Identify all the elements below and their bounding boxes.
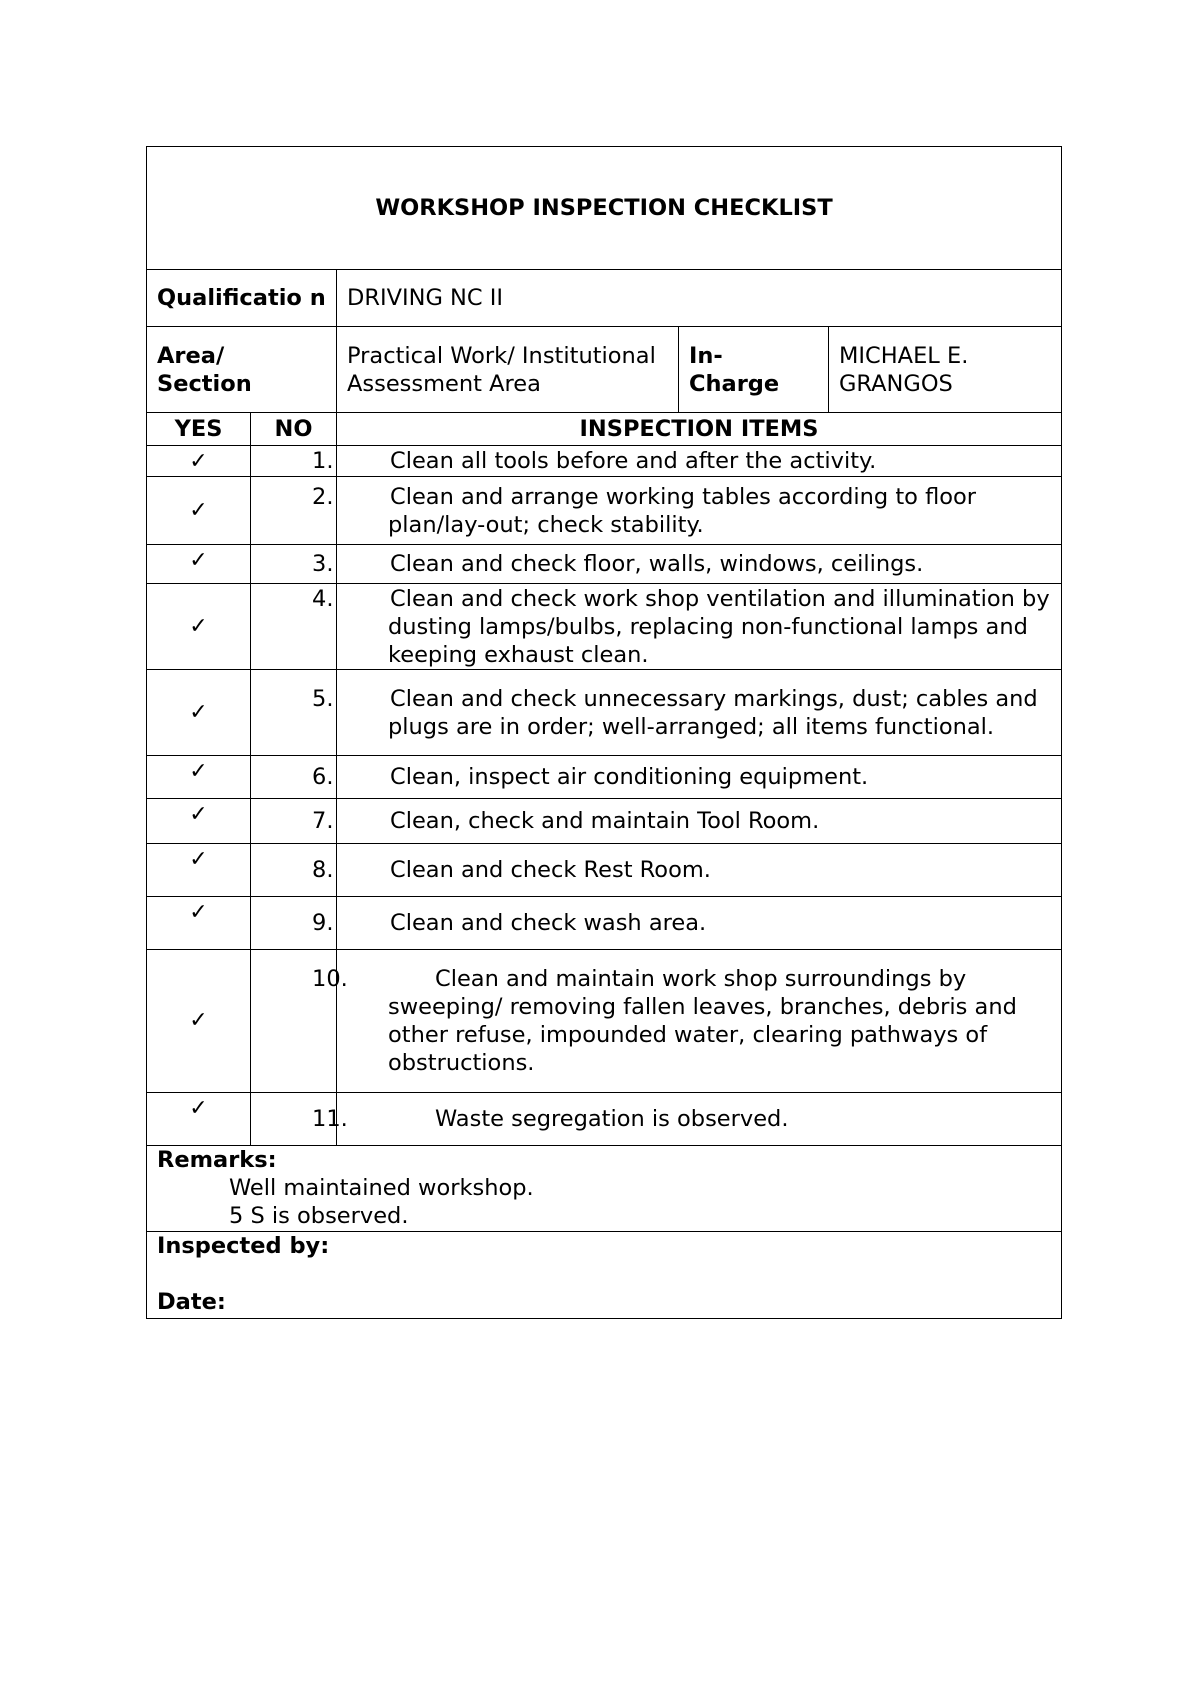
inspection-checklist-table [146,146,1062,1319]
item-text: Clean, check and maintain Tool Room. [390,808,820,834]
remarks-line: Well maintained workshop. [229,1175,534,1201]
item-number: 6. [312,764,334,790]
qualification-value: DRIVING NC II [337,270,1062,327]
yes-check-mark: ✓ [147,477,251,545]
item-number: 1. [312,448,334,474]
in-charge-value: MICHAEL E. GRANGOS [829,327,1062,413]
item-number: 8. [312,857,334,883]
item-number: 11. [312,1106,348,1132]
date-label: Date: [157,1289,226,1315]
in-charge-label: In- Charge [679,327,829,413]
item-number: 3. [312,551,334,577]
yes-check-mark: ✓ [147,756,251,799]
item-text: Waste segregation is observed. [435,1106,789,1132]
item-text: Clean and check unnecessary markings, dust; cables and plugs are in order; well-arranged; all items functional. [388,685,1038,740]
remarks-line: 5 S is observed. [229,1203,409,1229]
area-value: Practical Work/ Institutional Assessment Area [337,327,679,413]
qualification-label: Qualificatio n [147,270,337,327]
item-text: Clean and check Rest Room. [390,857,711,883]
remarks-label: Remarks: [157,1147,277,1173]
table-row [147,897,1062,950]
item-text: Clean and check wash area. [390,910,707,936]
item-text: Clean and check work shop ventilation and illumination by dusting lamps/bulbs, replacing non-functional lamps and keeping exhaust clean. [388,585,1050,668]
item-text: Clean and arrange working tables according to floor plan/lay-out; check stability. [388,483,977,538]
yes-check-mark: ✓ [147,545,251,584]
table-row [147,844,1062,897]
inspected-by-label: Inspected by: [157,1233,330,1259]
item-number: 10. [312,966,348,992]
table-row [147,950,1062,1093]
inspection-signoff-section [147,1232,1062,1319]
yes-check-mark: ✓ [147,950,251,1093]
table-row [147,545,1062,584]
area-label: Area/ Section [147,327,337,413]
yes-check-mark: ✓ [147,844,251,897]
yes-check-mark: ✓ [147,446,251,477]
yes-column-header: YES [147,413,251,446]
item-number: 7. [312,808,334,834]
yes-check-mark: ✓ [147,799,251,844]
item-number: 4. [312,585,334,612]
item-number: 9. [312,910,334,936]
item-number: 5. [312,685,334,712]
table-row [147,477,1062,545]
item-text: Clean and check floor, walls, windows, ceilings. [390,551,924,577]
yes-check-mark: ✓ [147,1093,251,1146]
table-row [147,1093,1062,1146]
remarks-section [147,1146,1062,1232]
item-text: Clean and maintain work shop surroundings by sweeping/ removing fallen leaves, branches, debris and other refuse, impounded water, clearing pathways of obstructions. [388,966,1017,1076]
yes-check-mark: ✓ [147,670,251,756]
item-text: Clean, inspect air conditioning equipment. [390,764,869,790]
item-number: 2. [312,483,334,510]
item-text: Clean all tools before and after the activity. [390,448,877,474]
table-row [147,584,1062,670]
yes-check-mark: ✓ [147,584,251,670]
table-row [147,799,1062,844]
table-row [147,670,1062,756]
table-row [147,446,1062,477]
table-row [147,756,1062,799]
no-cell [251,670,337,756]
yes-check-mark: ✓ [147,897,251,950]
no-column-header: NO [251,413,337,446]
inspection-items-header: INSPECTION ITEMS [337,413,1062,446]
checklist-title: WORKSHOP INSPECTION CHECKLIST [147,147,1062,270]
